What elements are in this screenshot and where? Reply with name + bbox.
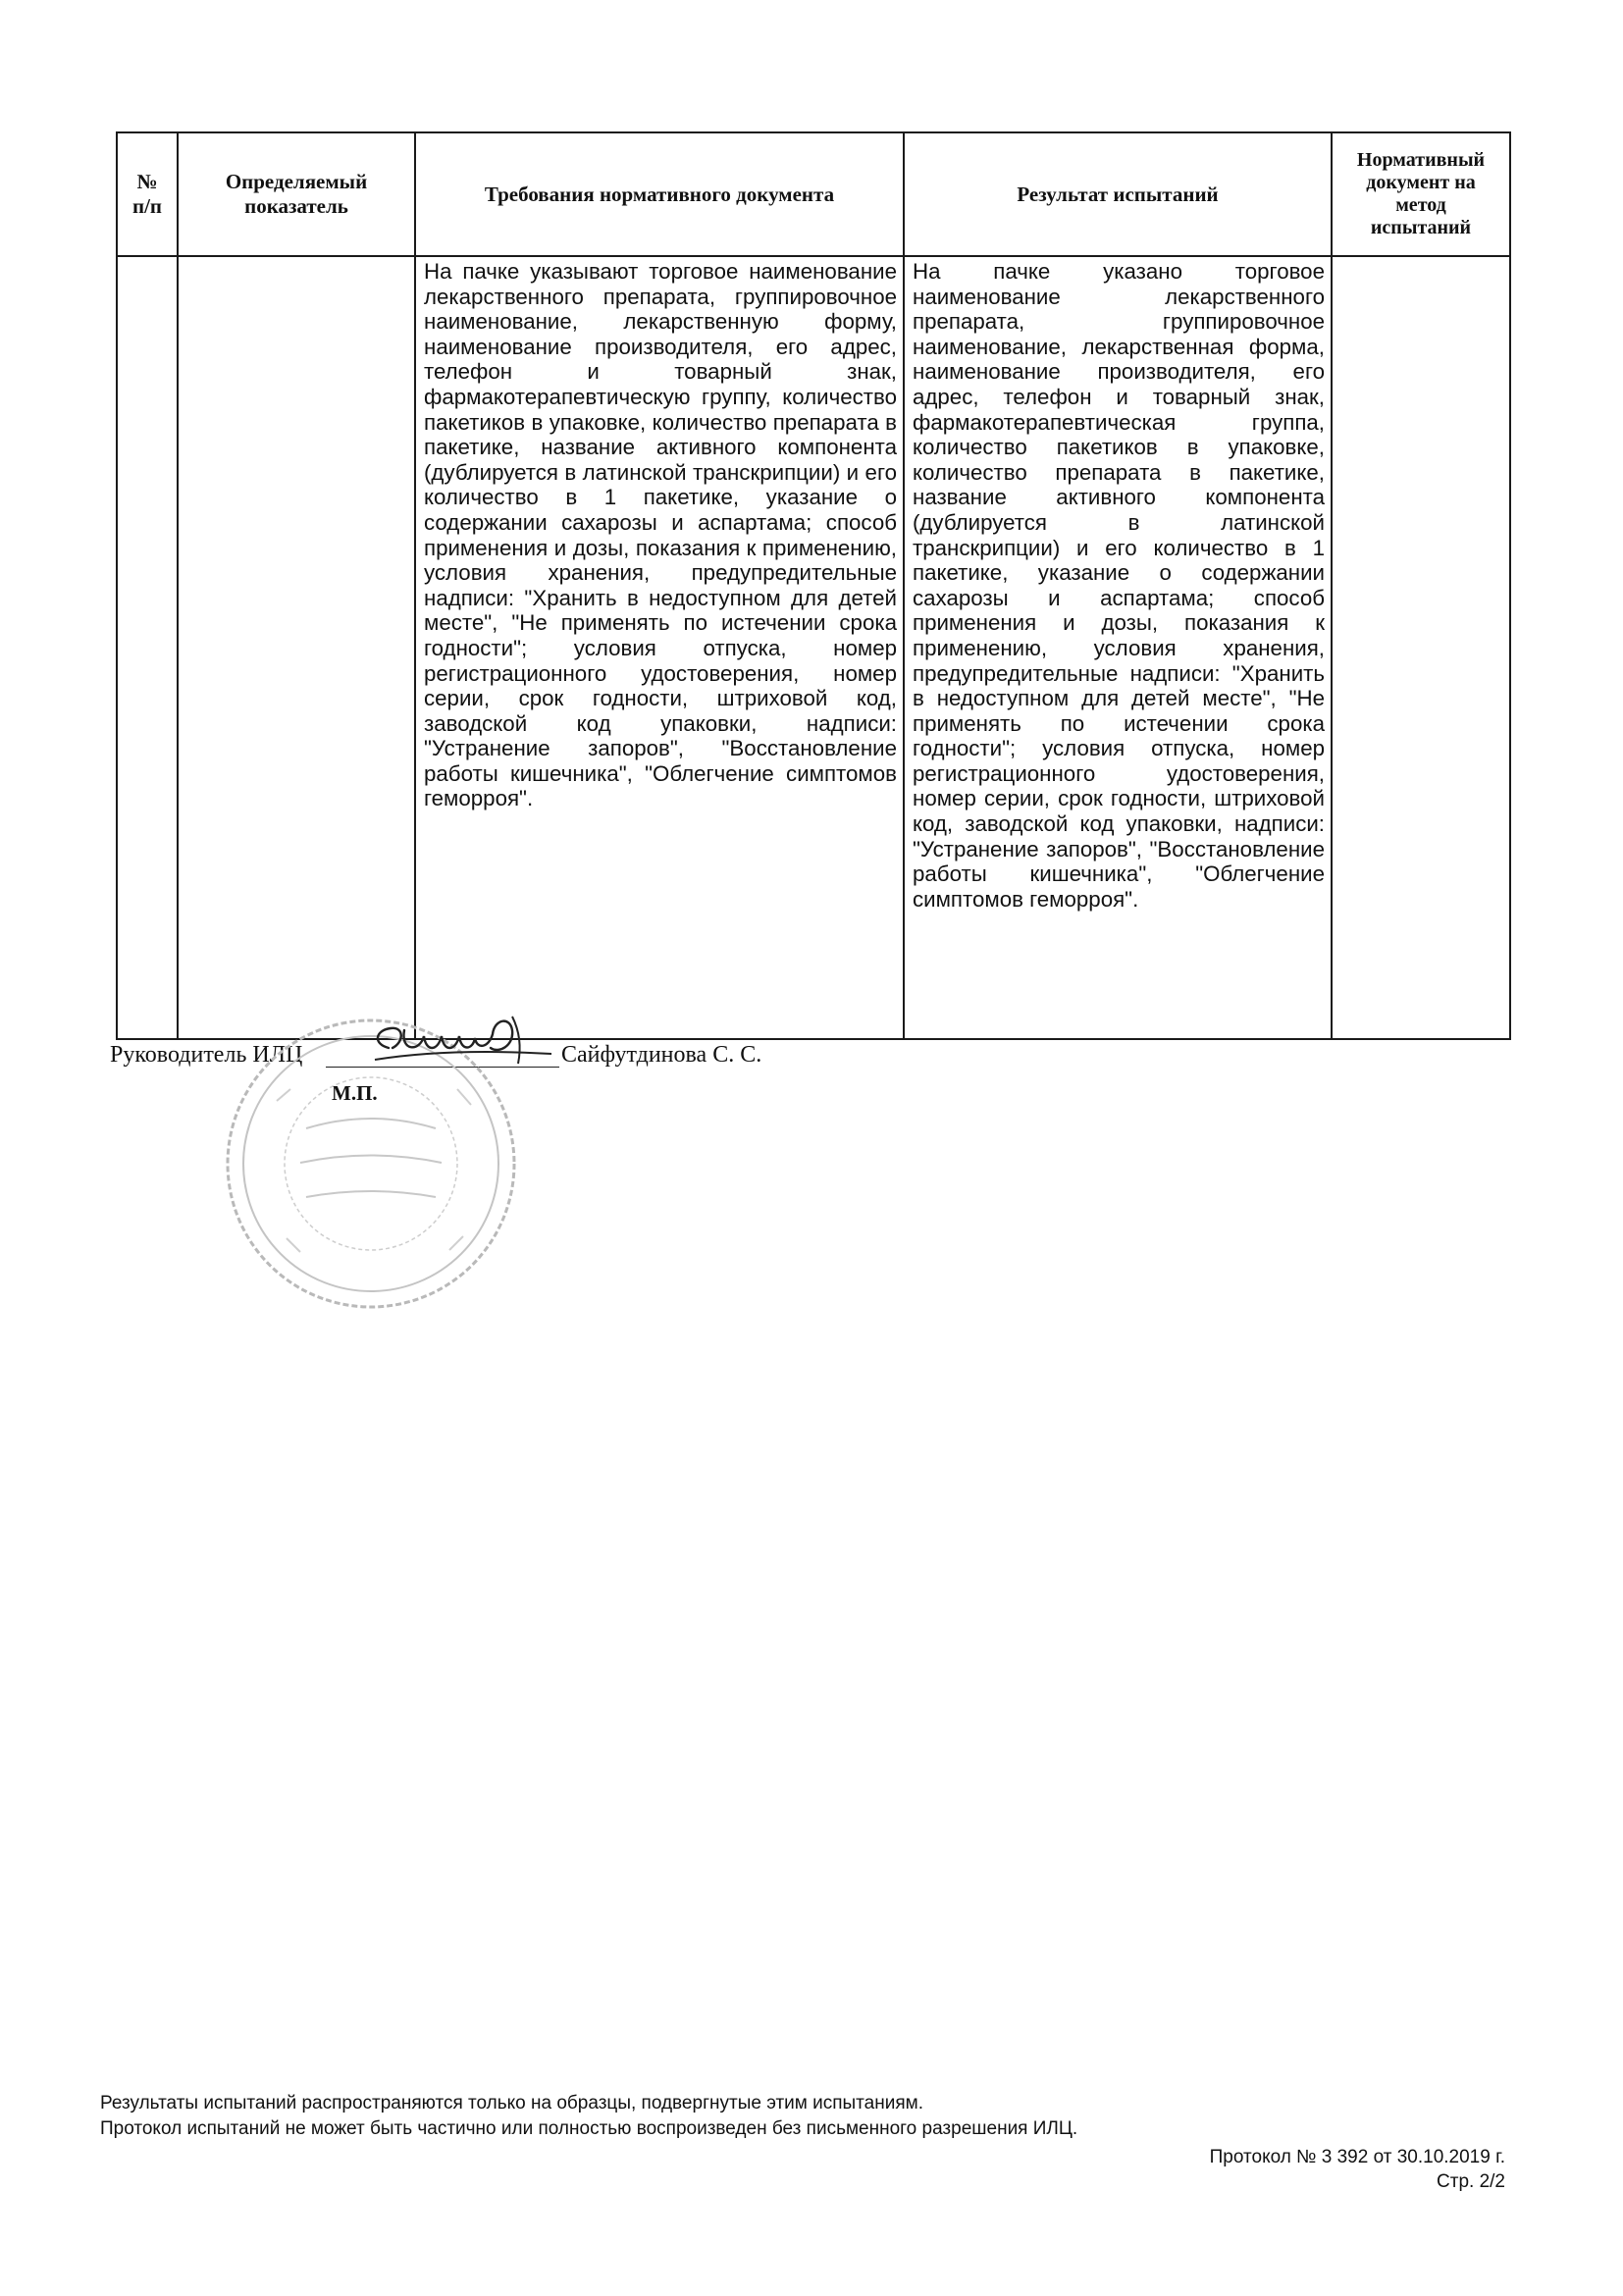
table-header-row	[117, 132, 1510, 256]
stamp-label: М.П.	[332, 1081, 378, 1105]
cell-requirements	[415, 256, 904, 1039]
requirements-text: На пачке указывают торговое наименование лекарственного препарата, группировочное наименование, лекарственную форму, наименование производителя, его адрес, телефон и товарный знак, фармакотерапевтическую группу, количество пакетиков в упаковке, количество препарата в пакетике, название активного компонента (дублируется в латинской транскрипции) и его количество в 1 пакетике, указание о содержании сахарозы и аспартама; способ применения и дозы, показания к применению, условия хранения, предупредительные надписи: "Хранить в недоступном для детей месте", "Не применять по истечении срока годности"; условия отпуска, номер регистрационного удостоверения, номер серии, срок годности, штриховой код, заводской код упаковки, надписи: "Устранение запоров", "Восстановление работы кишечника", "Облегчение симптомов геморроя".	[424, 259, 897, 811]
header-result: Результат испытаний	[904, 132, 1332, 256]
cell-result	[904, 256, 1332, 1039]
footer-note-2: Протокол испытаний не может быть частично или полностью воспроизведен без письменного разрешения ИЛЦ.	[100, 2118, 1078, 2139]
results-table	[116, 131, 1511, 1040]
footer-note-1: Результаты испытаний распространяются только на образцы, подвергнутые этим испытаниям.	[100, 2093, 923, 2113]
cell-num	[117, 256, 178, 1039]
signatory-role: Руководитель ИЛЦ	[110, 1042, 303, 1068]
protocol-number: Протокол № 3 392 от 30.10.2019 г.	[1209, 2147, 1505, 2167]
header-num: № п/п	[117, 132, 178, 256]
table-row	[117, 256, 1510, 1039]
cell-method	[1332, 256, 1510, 1039]
header-indicator: Определяемый показатель	[178, 132, 415, 256]
cell-indicator	[178, 256, 415, 1039]
signatory-name: Сайфутдинова С. С.	[561, 1042, 762, 1068]
result-text: На пачке указано торговое наименование лекарственного препарата, группировочное наименование, лекарственная форма, наименование производителя, его адрес, телефон и товарный знак, фармакотерапевтическая группа, количество пакетиков в упаковке, количество препарата в пакетике, название активного компонента (дублируется в латинской транскрипции) и его количество в 1 пакетике, указание о содержании сахарозы и аспартама; способ применения и дозы, показания к применению, условия хранения, предупредительные надписи: "Хранить в недоступном для детей месте", "Не применять по истечении срока годности"; условия отпуска, номер регистрационного удостоверения, номер серии, срок годности, штриховой код, заводской код упаковки, надписи: "Устранение запоров", "Восстановление работы кишечника", "Облегчение симптомов геморроя".	[913, 259, 1325, 912]
page-number: Стр. 2/2	[1437, 2171, 1505, 2192]
header-requirements: Требования нормативного документа	[415, 132, 904, 256]
handwritten-signature	[365, 1009, 561, 1079]
header-method: Нормативный документ на метод испытаний	[1332, 132, 1510, 256]
